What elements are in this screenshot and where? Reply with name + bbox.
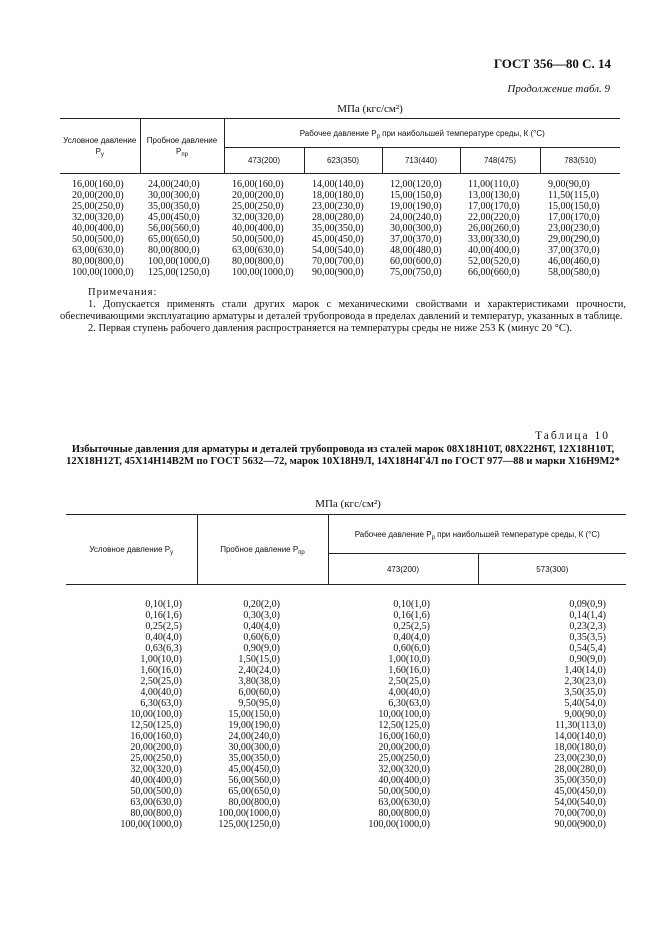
table10-units: МПа (кгс/см²): [315, 498, 381, 510]
notes: [60, 287, 626, 335]
table9-header-nominal: Условное давление $P_y$: [60, 119, 140, 174]
table9-temp-header: 783(510): [540, 148, 620, 174]
page-header: ГОСТ 356—80 С. 14: [493, 56, 611, 71]
table9-temp-header: 623(350): [304, 148, 382, 174]
note-2: 2. Первая ступень рабочего давления распространяется на температуры среды не ниже 253 К (минус 20 °С).: [88, 323, 572, 334]
table9-col-473: 16,00(160,0) 20,00(200,0) 25,00(250,0) 32,00(320,0) 40,00(400,0) 50,00(500,0) 63,00(630,0) 80,00(800,0) 100,00(1000,0): [232, 179, 294, 278]
table10-col-nominal: 0,10(1,0) 0,16(1,6) 0,25(2,5) 0,40(4,0) 0,63(6,3) 1,00(10,0) 1,60(16,0) 2,50(25,0) 4,00(40,0) 6,30(63,0) 10,00(100,0) 12,50(125,0) 16,00(160,0) 20,00(200,0) 25,00(250,0) 32,00(320,0) 40,00(400,0) 50,00(500,0) 63,00(630,0) 80,00(800,0) 100,00(1000,0): [120, 599, 182, 830]
table-continuation-label: Продолжение табл. 9: [507, 83, 610, 95]
table9-col-713: 12,00(120,0) 15,00(150,0) 19,00(190,0) 24,00(240,0) 30,00(300,0) 37,00(370,0) 48,00(480,0) 60,00(600,0) 75,00(750,0): [390, 179, 442, 278]
table10-col-473: 0,10(1,0) 0,16(1,6) 0,25(2,5) 0,40(4,0) 0,60(6,0) 1,00(10,0) 1,60(16,0) 2,50(25,0) 4,00(40,0) 6,30(63,0) 10,00(100,0) 12,50(125,0) 16,00(160,0) 20,00(200,0) 25,00(250,0) 32,00(320,0) 40,00(400,0) 50,00(500,0) 63,00(630,0) 80,00(800,0) 100,00(1000,0): [368, 599, 430, 830]
table10-header-test: Пробное давление $P_{пр}$: [197, 515, 328, 585]
table9-temp-header: 748(475): [460, 148, 540, 174]
table9-col-nominal: 16,00(160,0) 20,00(200,0) 25,00(250,0) 32,00(320,0) 40,00(400,0) 50,00(500,0) 63,00(630,0) 80,00(800,0) 100,00(1000,0): [72, 179, 134, 278]
table10-caption: Избыточные давления для арматуры и деталей трубопровода из сталей марок 08Х18Н10Т, 08Х22Н6Т, 12Х18Н10Т, 12Х18Н12Т, 45Х14Н14В2М по ГОСТ 5632—72, марок 10Х18Н9Л, 14Х18Н4Г4Л по ГОСТ 977—88 и марки Х16Н9М2*: [66, 444, 620, 467]
table-10: [66, 514, 626, 830]
table10-header-nominal: Условное давление $P_y$: [66, 515, 197, 585]
table-row: [60, 174, 620, 279]
table-9: [60, 118, 620, 278]
table10-label: Таблица 10: [535, 430, 610, 442]
table9-header-work: Рабочее давление $P_p$ при наибольшей температуре среды, К (°С): [224, 119, 620, 148]
table9-temp-header: 473(200): [224, 148, 304, 174]
table-row: [66, 585, 626, 831]
table9-col-623: 14,00(140,0) 18,00(180,0) 23,00(230,0) 28,00(280,0) 35,00(350,0) 45,00(450,0) 54,00(540,0) 70,00(700,0) 90,00(900,0): [312, 179, 364, 278]
table9-col-783: 9,00(90,0) 11,50(115,0) 15,00(150,0) 17,00(170,0) 23,00(230,0) 29,00(290,0) 37,00(370,0) 46,00(460,0) 58,00(580,0): [548, 179, 600, 278]
table10-temp-header: 473(200): [328, 554, 478, 585]
table10-header-work: Рабочее давление $P_p$ при наибольшей температуре среды, К (°С): [328, 515, 626, 554]
table10-col-573: 0,09(0,9) 0,14(1,4) 0,23(2,3) 0,35(3,5) 0,54(5,4) 0,90(9,0) 1,40(14,0) 2,30(23,0) 3,50(35,0) 5,40(54,0) 9,00(90,0) 11,30(113,0) 14,00(140,0) 18,00(180,0) 23,00(230,0) 28,00(280,0) 35,00(350,0) 45,00(450,0) 54,00(540,0) 70,00(700,0) 90,00(900,0): [554, 599, 606, 830]
notes-title: Примечания:: [88, 287, 158, 298]
table9-col-748: 11,00(110,0) 13,00(130,0) 17,00(170,0) 22,00(220,0) 26,00(260,0) 33,00(330,0) 40,00(400,0) 52,00(520,0) 66,00(660,0): [468, 179, 520, 278]
table10-temp-header: 573(300): [478, 554, 626, 585]
note-1: 1. Допускается применять стали других марок с механическими свойствами и характеристиками прочности, обеспечивающими эксплуатацию арматуры и деталей трубопровода в пределах давлений и температур, указанных в таблице.: [60, 299, 626, 322]
table9-col-test: 24,00(240,0) 30,00(300,0) 35,00(350,0) 45,00(450,0) 56,00(560,0) 65,00(650,0) 80,00(800,0) 100,00(1000,0) 125,00(1250,0): [148, 179, 210, 278]
table9-temp-header: 713(440): [382, 148, 460, 174]
table10-col-test: 0,20(2,0) 0,30(3,0) 0,40(4,0) 0,60(6,0) 0,90(9,0) 1,50(15,0) 2,40(24,0) 3,80(38,0) 6,00(60,0) 9,50(95,0) 15,00(150,0) 19,00(190,0) 24,00(240,0) 30,00(300,0) 35,00(350,0) 45,00(450,0) 56,00(560,0) 65,00(650,0) 80,00(800,0) 100,00(1000,0) 125,00(1250,0): [218, 599, 280, 830]
table9-header-test: Пробное давление $P_{пр}$: [140, 119, 224, 174]
table9-units: МПа (кгс/см²): [337, 103, 403, 115]
